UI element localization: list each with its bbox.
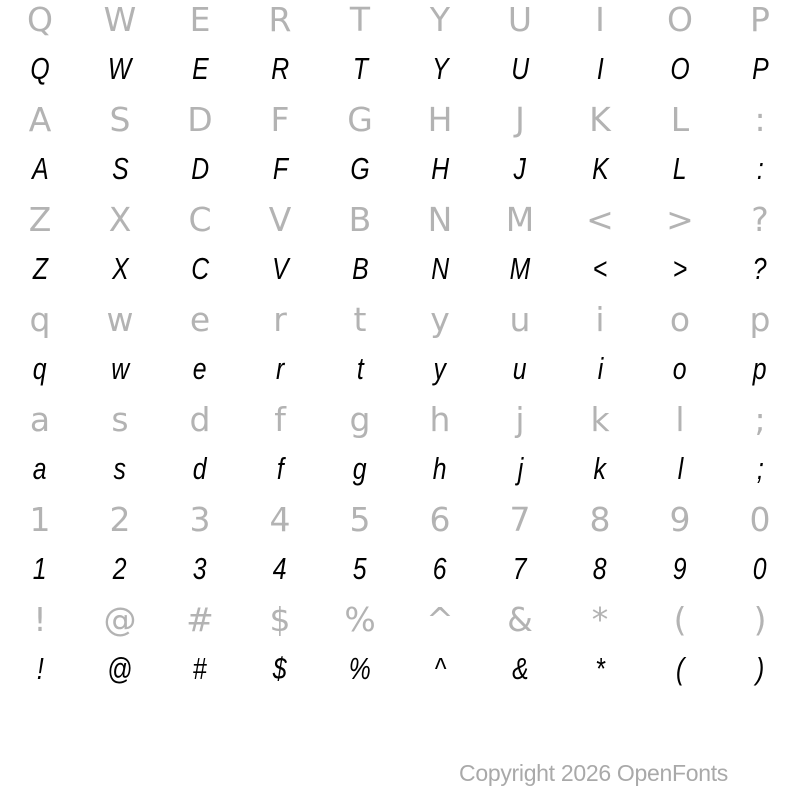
specimen-glyph: ; [756, 451, 764, 486]
glyph-cell [320, 394, 400, 444]
specimen-glyph: B [351, 251, 369, 286]
glyph-cell [160, 0, 240, 44]
reference-glyph: & [507, 599, 533, 639]
specimen-row [0, 44, 800, 94]
reference-glyph: o [669, 299, 691, 339]
reference-glyph: h [429, 399, 451, 439]
reference-glyph: j [515, 399, 525, 439]
glyph-cell [640, 244, 720, 294]
glyph-cell [400, 144, 480, 194]
glyph-cell [80, 94, 160, 144]
specimen-glyph: > [672, 251, 688, 286]
glyph-cell [0, 544, 80, 594]
specimen-glyph: 5 [353, 551, 367, 586]
specimen-glyph: K [591, 151, 609, 186]
glyph-cell [320, 494, 400, 544]
glyph-cell [0, 194, 80, 244]
specimen-glyph: Y [431, 51, 449, 86]
glyph-cell [720, 644, 800, 694]
specimen-glyph: @ [107, 651, 133, 686]
reference-glyph: 9 [669, 499, 691, 539]
glyph-cell [480, 194, 560, 244]
reference-glyph: s [111, 399, 129, 439]
glyph-cell [320, 94, 400, 144]
reference-glyph: $ [269, 599, 291, 639]
reference-row [0, 0, 800, 44]
glyph-cell [480, 544, 560, 594]
glyph-cell [640, 344, 720, 394]
specimen-glyph: S [111, 151, 129, 186]
reference-glyph: d [189, 399, 211, 439]
reference-glyph: Z [28, 199, 52, 239]
reference-glyph: < [586, 199, 614, 239]
specimen-row [0, 344, 800, 394]
specimen-glyph: R [271, 51, 289, 86]
glyph-cell [160, 444, 240, 494]
specimen-row [0, 444, 800, 494]
specimen-glyph: % [348, 651, 372, 686]
specimen-glyph: ? [753, 251, 767, 286]
glyph-cell [640, 644, 720, 694]
specimen-glyph: G [350, 151, 370, 186]
specimen-glyph: U [511, 51, 529, 86]
specimen-glyph: j [517, 451, 523, 486]
reference-glyph: t [353, 299, 367, 339]
reference-glyph: p [749, 299, 771, 339]
reference-glyph: l [675, 399, 685, 439]
specimen-glyph: $ [273, 651, 287, 686]
glyph-cell [480, 494, 560, 544]
reference-glyph: q [29, 299, 51, 339]
glyph-cell [560, 494, 640, 544]
specimen-glyph: & [511, 651, 529, 686]
glyph-cell [560, 44, 640, 94]
glyph-cell [0, 94, 80, 144]
specimen-glyph: s [113, 451, 127, 486]
glyph-cell [640, 394, 720, 444]
specimen-glyph: N [431, 251, 449, 286]
glyph-cell [240, 644, 320, 694]
reference-glyph: D [187, 99, 213, 139]
specimen-glyph: P [751, 51, 769, 86]
glyph-cell [320, 344, 400, 394]
reference-row [0, 194, 800, 244]
glyph-cell [160, 594, 240, 644]
glyph-cell [640, 0, 720, 44]
glyph-cell [0, 394, 80, 444]
glyph-cell [640, 194, 720, 244]
glyph-cell [320, 194, 400, 244]
specimen-glyph: l [677, 451, 683, 486]
glyph-cell [400, 244, 480, 294]
glyph-cell [720, 544, 800, 594]
specimen-glyph: 3 [193, 551, 207, 586]
glyph-cell [0, 444, 80, 494]
glyph-cell [720, 244, 800, 294]
specimen-glyph: T [352, 51, 368, 86]
specimen-glyph: h [433, 451, 447, 486]
glyph-cell [320, 244, 400, 294]
glyph-cell [160, 644, 240, 694]
glyph-cell [80, 44, 160, 94]
reference-glyph: 7 [509, 499, 531, 539]
specimen-glyph: p [753, 351, 767, 386]
glyph-cell [160, 244, 240, 294]
glyph-cell [400, 494, 480, 544]
glyph-cell [320, 294, 400, 344]
reference-glyph: g [349, 399, 371, 439]
reference-glyph: u [509, 299, 531, 339]
glyph-cell [560, 644, 640, 694]
specimen-glyph: u [513, 351, 527, 386]
glyph-cell [160, 194, 240, 244]
glyph-cell [320, 544, 400, 594]
glyph-cell [0, 494, 80, 544]
glyph-cell [480, 244, 560, 294]
glyph-cell [320, 44, 400, 94]
specimen-glyph: ! [36, 651, 44, 686]
glyph-cell [80, 444, 160, 494]
glyph-cell [0, 0, 80, 44]
glyph-cell [80, 544, 160, 594]
glyph-cell [240, 594, 320, 644]
reference-glyph: 8 [589, 499, 611, 539]
specimen-glyph: t [356, 351, 364, 386]
glyph-cell [720, 294, 800, 344]
reference-glyph: N [427, 199, 453, 239]
glyph-cell [80, 294, 160, 344]
glyph-cell [640, 144, 720, 194]
glyph-cell [560, 94, 640, 144]
reference-glyph: @ [103, 599, 137, 639]
specimen-glyph: X [111, 251, 129, 286]
glyph-cell [720, 0, 800, 44]
specimen-glyph: i [597, 351, 603, 386]
glyph-cell [400, 394, 480, 444]
reference-glyph: M [505, 199, 535, 239]
glyph-cell [400, 344, 480, 394]
glyph-cell [560, 294, 640, 344]
reference-glyph: O [667, 0, 693, 39]
glyph-cell [400, 644, 480, 694]
specimen-glyph: 8 [593, 551, 607, 586]
glyph-cell [240, 344, 320, 394]
glyph-cell [400, 294, 480, 344]
glyph-cell [480, 294, 560, 344]
glyph-cell [480, 594, 560, 644]
glyph-cell [0, 144, 80, 194]
glyph-cell [720, 144, 800, 194]
glyph-cell [640, 494, 720, 544]
specimen-row [0, 644, 800, 694]
reference-glyph: 6 [429, 499, 451, 539]
glyph-cell [0, 244, 80, 294]
specimen-glyph: Z [32, 251, 48, 286]
reference-glyph: K [589, 99, 611, 139]
glyph-cell [80, 344, 160, 394]
reference-glyph: ; [754, 399, 766, 439]
glyph-cell [720, 394, 800, 444]
glyph-cell [560, 194, 640, 244]
reference-glyph: ( [673, 599, 687, 639]
reference-glyph: 2 [109, 499, 131, 539]
specimen-row [0, 544, 800, 594]
reference-glyph: Q [27, 0, 53, 39]
specimen-glyph: ^ [434, 651, 446, 686]
glyph-cell [560, 0, 640, 44]
glyph-cell [160, 394, 240, 444]
reference-glyph: ! [33, 599, 47, 639]
reference-glyph: G [347, 99, 373, 139]
glyph-cell [480, 344, 560, 394]
glyph-cell [320, 0, 400, 44]
specimen-glyph: 4 [273, 551, 287, 586]
glyph-cell [0, 44, 80, 94]
reference-glyph: ? [751, 199, 769, 239]
glyph-cell [560, 594, 640, 644]
reference-row [0, 594, 800, 644]
glyph-cell [720, 194, 800, 244]
glyph-cell [240, 394, 320, 444]
reference-glyph: 1 [29, 499, 51, 539]
specimen-glyph: ( [675, 651, 685, 686]
glyph-cell [80, 144, 160, 194]
specimen-glyph: W [108, 51, 132, 86]
reference-glyph: f [274, 399, 286, 439]
glyph-cell [160, 44, 240, 94]
specimen-glyph: a [33, 451, 47, 486]
reference-glyph: k [590, 399, 610, 439]
glyph-cell [560, 394, 640, 444]
reference-glyph: Y [429, 0, 451, 39]
reference-glyph: > [666, 199, 694, 239]
specimen-glyph: V [271, 251, 289, 286]
specimen-glyph: * [595, 651, 605, 686]
glyph-cell [80, 0, 160, 44]
specimen-glyph: e [193, 351, 207, 386]
glyph-cell [560, 544, 640, 594]
reference-row [0, 94, 800, 144]
glyph-cell [80, 494, 160, 544]
glyph-cell [160, 294, 240, 344]
glyph-cell [480, 44, 560, 94]
reference-glyph: E [189, 0, 211, 39]
reference-glyph: B [348, 199, 372, 239]
glyph-cell [240, 94, 320, 144]
reference-glyph: ) [753, 599, 767, 639]
specimen-glyph: y [433, 351, 447, 386]
glyph-cell [480, 144, 560, 194]
specimen-glyph: J [513, 151, 527, 186]
reference-glyph: % [344, 599, 376, 639]
glyph-cell [400, 44, 480, 94]
specimen-row [0, 244, 800, 294]
glyph-cell [80, 644, 160, 694]
glyph-cell [160, 494, 240, 544]
specimen-glyph: 9 [673, 551, 687, 586]
specimen-glyph: H [431, 151, 449, 186]
specimen-row [0, 144, 800, 194]
reference-glyph: S [109, 99, 131, 139]
glyph-cell [560, 444, 640, 494]
reference-glyph: ^ [426, 599, 454, 639]
glyph-cell [80, 594, 160, 644]
glyph-cell [80, 194, 160, 244]
specimen-glyph: r [275, 351, 285, 386]
glyph-cell [0, 344, 80, 394]
reference-glyph: # [186, 599, 214, 639]
glyph-cell [240, 544, 320, 594]
copyright-text: Copyright 2026 OpenFonts [459, 760, 728, 786]
glyph-cell [720, 344, 800, 394]
glyph-cell [160, 544, 240, 594]
glyph-cell [400, 444, 480, 494]
specimen-glyph: E [191, 51, 209, 86]
reference-row [0, 294, 800, 344]
reference-glyph: * [591, 599, 609, 639]
glyph-cell [0, 644, 80, 694]
reference-glyph: T [349, 0, 371, 39]
reference-glyph: w [106, 299, 134, 339]
reference-glyph: R [268, 0, 292, 39]
reference-glyph: : [754, 99, 766, 139]
specimen-glyph: 0 [753, 551, 767, 586]
glyph-cell [560, 344, 640, 394]
specimen-glyph: f [276, 451, 284, 486]
reference-glyph: a [29, 399, 51, 439]
reference-glyph: y [430, 299, 450, 339]
specimen-glyph: A [31, 151, 49, 186]
reference-glyph: 0 [749, 499, 771, 539]
glyph-cell [480, 0, 560, 44]
glyph-cell [240, 294, 320, 344]
specimen-glyph: 7 [513, 551, 527, 586]
glyph-cell [640, 594, 720, 644]
glyph-cell [80, 394, 160, 444]
reference-glyph: 5 [349, 499, 371, 539]
specimen-glyph: # [193, 651, 207, 686]
glyph-cell [160, 344, 240, 394]
glyph-cell [80, 244, 160, 294]
glyph-cell [320, 444, 400, 494]
reference-glyph: X [108, 199, 132, 239]
specimen-glyph: ) [755, 651, 765, 686]
reference-glyph: J [515, 99, 525, 139]
glyph-cell [240, 144, 320, 194]
glyph-cell [720, 444, 800, 494]
reference-glyph: A [28, 99, 52, 139]
reference-glyph: r [273, 299, 287, 339]
glyph-cell [640, 94, 720, 144]
reference-glyph: V [268, 199, 292, 239]
glyph-cell [240, 494, 320, 544]
specimen-glyph: < [592, 251, 608, 286]
glyph-cell [720, 94, 800, 144]
specimen-glyph: M [509, 251, 531, 286]
glyph-cell [480, 644, 560, 694]
glyph-cell [560, 244, 640, 294]
glyph-cell [320, 144, 400, 194]
glyph-cell [240, 194, 320, 244]
glyph-cell [240, 0, 320, 44]
reference-glyph: L [670, 99, 690, 139]
glyph-cell [400, 0, 480, 44]
specimen-glyph: O [670, 51, 690, 86]
glyph-cell [400, 194, 480, 244]
specimen-glyph: w [111, 351, 129, 386]
glyph-cell [720, 44, 800, 94]
glyph-cell [320, 644, 400, 694]
glyph-cell [720, 594, 800, 644]
reference-glyph: e [189, 299, 211, 339]
specimen-glyph: Q [30, 51, 50, 86]
specimen-glyph: o [673, 351, 687, 386]
reference-glyph: P [750, 0, 770, 39]
glyph-cell [640, 444, 720, 494]
reference-glyph: W [103, 0, 137, 39]
specimen-glyph: : [756, 151, 764, 186]
specimen-glyph: L [673, 151, 687, 186]
reference-glyph: H [427, 99, 453, 139]
reference-glyph: I [595, 0, 605, 39]
specimen-glyph: I [596, 51, 604, 86]
glyph-cell [480, 444, 560, 494]
reference-glyph: U [507, 0, 533, 39]
specimen-glyph: k [593, 451, 607, 486]
reference-row [0, 394, 800, 444]
reference-glyph: 4 [269, 499, 291, 539]
specimen-glyph: q [33, 351, 47, 386]
glyph-cell [640, 294, 720, 344]
reference-glyph: i [595, 299, 605, 339]
reference-glyph: F [270, 99, 290, 139]
glyph-cell [320, 594, 400, 644]
specimen-glyph: D [191, 151, 209, 186]
glyph-cell [400, 544, 480, 594]
glyph-cell [160, 94, 240, 144]
glyph-cell [240, 44, 320, 94]
reference-row [0, 494, 800, 544]
glyph-cell [640, 44, 720, 94]
reference-glyph: C [188, 199, 212, 239]
glyph-cell [400, 94, 480, 144]
specimen-glyph: F [272, 151, 288, 186]
specimen-glyph: 6 [433, 551, 447, 586]
glyph-cell [480, 394, 560, 444]
glyph-cell [720, 494, 800, 544]
glyph-cell [0, 594, 80, 644]
reference-glyph: 3 [189, 499, 211, 539]
glyph-cell [240, 244, 320, 294]
glyph-cell [560, 144, 640, 194]
glyph-cell [160, 144, 240, 194]
specimen-glyph: g [353, 451, 367, 486]
glyph-cell [480, 94, 560, 144]
glyph-cell [240, 444, 320, 494]
glyph-cell [640, 544, 720, 594]
specimen-glyph: d [193, 451, 207, 486]
glyph-cell [0, 294, 80, 344]
glyph-cell [400, 594, 480, 644]
specimen-glyph: 1 [33, 551, 47, 586]
specimen-glyph: 2 [113, 551, 127, 586]
specimen-glyph: C [191, 251, 209, 286]
